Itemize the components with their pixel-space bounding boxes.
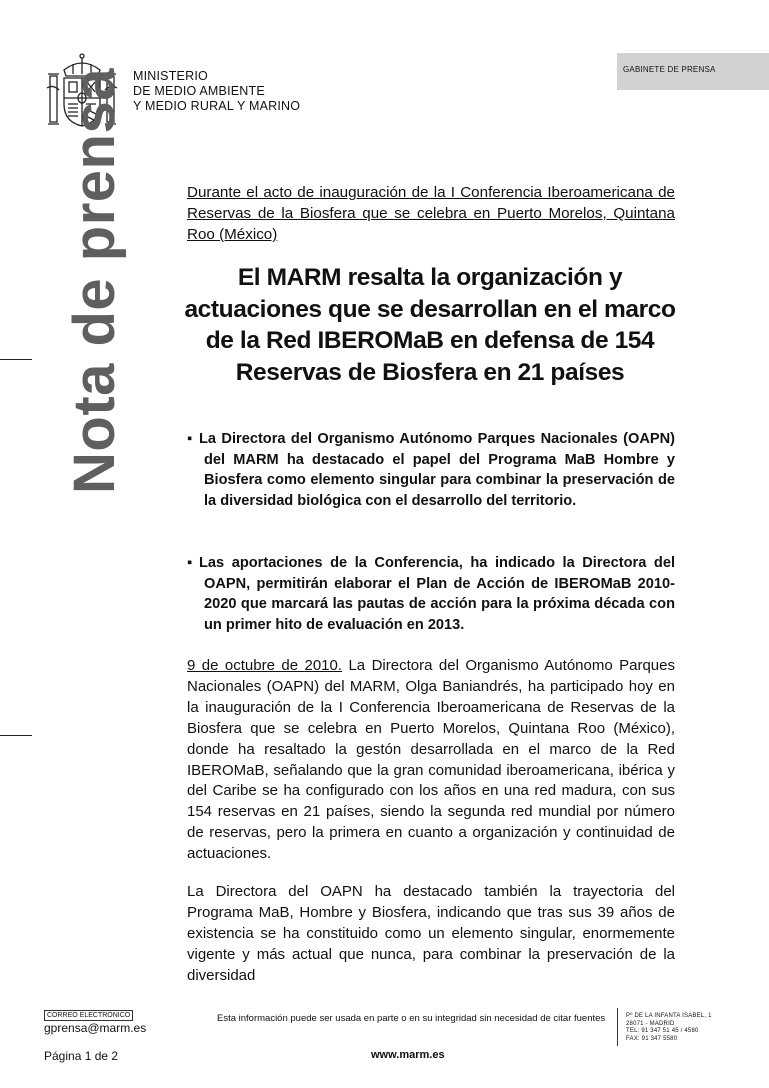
- footer-divider: [617, 1008, 618, 1046]
- address-line: 28071 - MADRID: [626, 1020, 675, 1027]
- article-date: 9 de octubre de 2010.: [187, 657, 343, 674]
- contact-email[interactable]: gprensa@marm.es: [44, 1021, 147, 1035]
- usage-note: Esta información puede ser usada en parte o en su integridad sin necesidad de citar fuentes: [217, 1013, 606, 1024]
- article-subtitle: Durante el acto de inauguración de la I Conferencia Iberoamericana de Reservas de la Biosfera que se celebra en Puerto Morelos, Quintana Roo (México): [187, 184, 675, 243]
- paragraph-text: La Directora del Organismo Autónomo Parques Nacionales (OAPN) del MARM, Olga Baniandrés, ha participado hoy en la inauguración de la I Conferencia Iberoamericana de Reservas de la Biosfera que se celebra en Puerto Morelos, Quintana Roo (México), donde ha resaltado la gestón desarrollada en el marco de la Red IBEROMaB, señalando que la gran comunidad iberoamericana, ibérica y del Caribe se ha configurado con los años en una red madura, con sus 154 reservas en 21 países, siendo la segunda red mundial por número de reservas, pero la primera en cuanto a organización y continuidad de actuaciones.: [187, 657, 675, 863]
- bullet-square-icon: ▪: [187, 555, 193, 571]
- bullet-text: Las aportaciones de la Conferencia, ha indicado la Directora del OAPN, permitirán elaborar el Plan de Acción de IBEROMaB 2010-2020 que marcará las pautas de acción para la próxima década con un primer hito de evaluación en 2013.: [199, 555, 675, 633]
- address-line: TEL: 91 347 51 45 / 4580: [626, 1028, 699, 1035]
- body-paragraph: [187, 656, 675, 865]
- page-number: Página 1 de 2: [44, 1049, 119, 1063]
- website-link[interactable]: www.marm.es: [371, 1049, 445, 1061]
- side-title: Nota de prensa: [62, 68, 127, 494]
- ministry-line: MINISTERIO: [133, 69, 208, 83]
- postal-address: [626, 1013, 712, 1043]
- section-label: GABINETE DE PRENSA: [623, 65, 716, 74]
- ministry-line: Y MEDIO RURAL Y MARINO: [133, 99, 301, 113]
- summary-bullet: [187, 553, 675, 635]
- margin-tick: [0, 735, 32, 736]
- body-paragraph: La Directora del OAPN ha destacado también la trayectoria del Programa MaB, Hombre y Biosfera, indicando que tras sus 39 años de existencia se ha constituido como un elemento singular, enormemente vigente y más actual que nunca, para combinar la preservación de la diversidad: [187, 883, 675, 984]
- margin-tick: [0, 359, 32, 360]
- address-line: Pº DE LA INFANTA ISABEL, 1: [626, 1013, 712, 1019]
- summary-bullet: [187, 429, 675, 511]
- email-label: CORREO ELECTRÓNICO: [44, 1010, 133, 1021]
- address-line: FAX: 91 347 5580: [626, 1035, 678, 1042]
- bullet-square-icon: ▪: [187, 431, 193, 447]
- ministry-name: [133, 69, 300, 114]
- bullet-text: La Directora del Organismo Autónomo Parques Nacionales (OAPN) del MARM ha destacado el papel del Programa MaB Hombre y Biosfera como elemento singular para combinar la preservación de la diversidad biológica con el desarrollo del territorio.: [199, 431, 675, 509]
- article-headline: El MARM resalta la organización y actuaciones que se desarrollan en el marco de la Red IBEROMaB en defensa de 154 Reservas de Biosfera en 21 países: [184, 264, 676, 386]
- ministry-line: DE MEDIO AMBIENTE: [133, 84, 265, 98]
